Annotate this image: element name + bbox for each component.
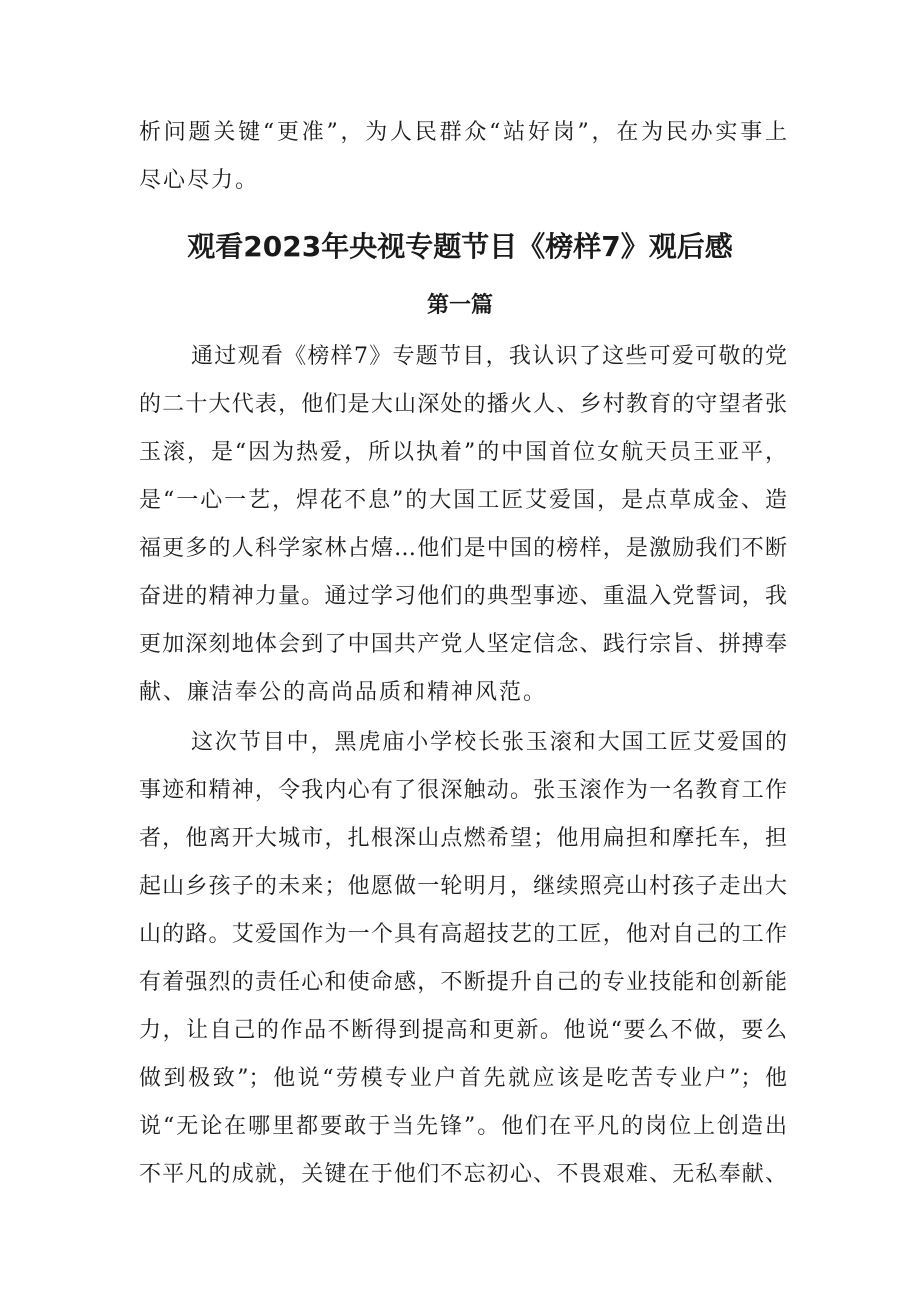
paragraph-line: 说“无论在哪里都要敢于当先锋”。他们在平凡的岗位上创造出 xyxy=(139,1114,787,1139)
paragraph-line: 的二十大代表，他们是大山深处的播火人、乡村教育的守望者张 xyxy=(139,392,787,417)
paragraph-line: 献、廉洁奉公的高尚品质和精神风范。 xyxy=(139,680,548,705)
paragraph-line: 不平凡的成就，关键在于他们不忘初心、不畏艰难、无私奉献、 xyxy=(139,1162,787,1187)
paragraph-line: 通过观看《榜样7》专题节目，我认识了这些可爱可敬的党 xyxy=(191,344,787,369)
paragraph-line: 玉滚，是“因为热爱，所以执着”的中国首位女航天员王亚平， xyxy=(139,440,787,465)
paragraph-line: 事迹和精神，令我内心有了很深触动。张玉滚作为一名教育工作 xyxy=(139,778,787,803)
paragraph-line: 做到极致”；他说“劳模专业户首先就应该是吃苦专业户”；他 xyxy=(139,1066,787,1091)
paragraph-line: 者，他离开大城市，扎根深山点燃希望；他用扁担和摩托车，担 xyxy=(139,826,787,851)
article-title: 观看2023年央视专题节目《榜样7》观后感 xyxy=(187,230,733,263)
intro-line: 析问题关键“更准”，为人民群众“站好岗”，在为民办实事上 xyxy=(139,120,787,145)
paragraph-line: 山的路。艾爱国作为一个具有高超技艺的工匠，他对自己的工作 xyxy=(139,922,787,947)
paragraph-line: 有着强烈的责任心和使命感，不断提升自己的专业技能和创新能 xyxy=(139,970,787,995)
paragraph-line: 更加深刻地体会到了中国共产党人坚定信念、践行宗旨、拼搏奉 xyxy=(139,632,787,657)
paragraph-line: 福更多的人科学家林占熺…他们是中国的榜样，是激励我们不断 xyxy=(139,536,787,561)
section-title: 第一篇 xyxy=(426,293,493,318)
paragraph-line: 是“一心一艺，焊花不息”的大国工匠艾爱国，是点草成金、造 xyxy=(139,488,787,513)
paragraph-line: 奋进的精神力量。通过学习他们的典型事迹、重温入党誓词，我 xyxy=(139,584,787,609)
paragraph-line: 起山乡孩子的未来；他愿做一轮明月，继续照亮山村孩子走出大 xyxy=(139,874,787,899)
intro-line: 尽心尽力。 xyxy=(139,168,260,193)
paragraph-line: 这次节目中，黑虎庙小学校长张玉滚和大国工匠艾爱国的 xyxy=(191,730,787,755)
paragraph-line: 力，让自己的作品不断得到提高和更新。他说“要么不做，要么 xyxy=(139,1018,787,1043)
